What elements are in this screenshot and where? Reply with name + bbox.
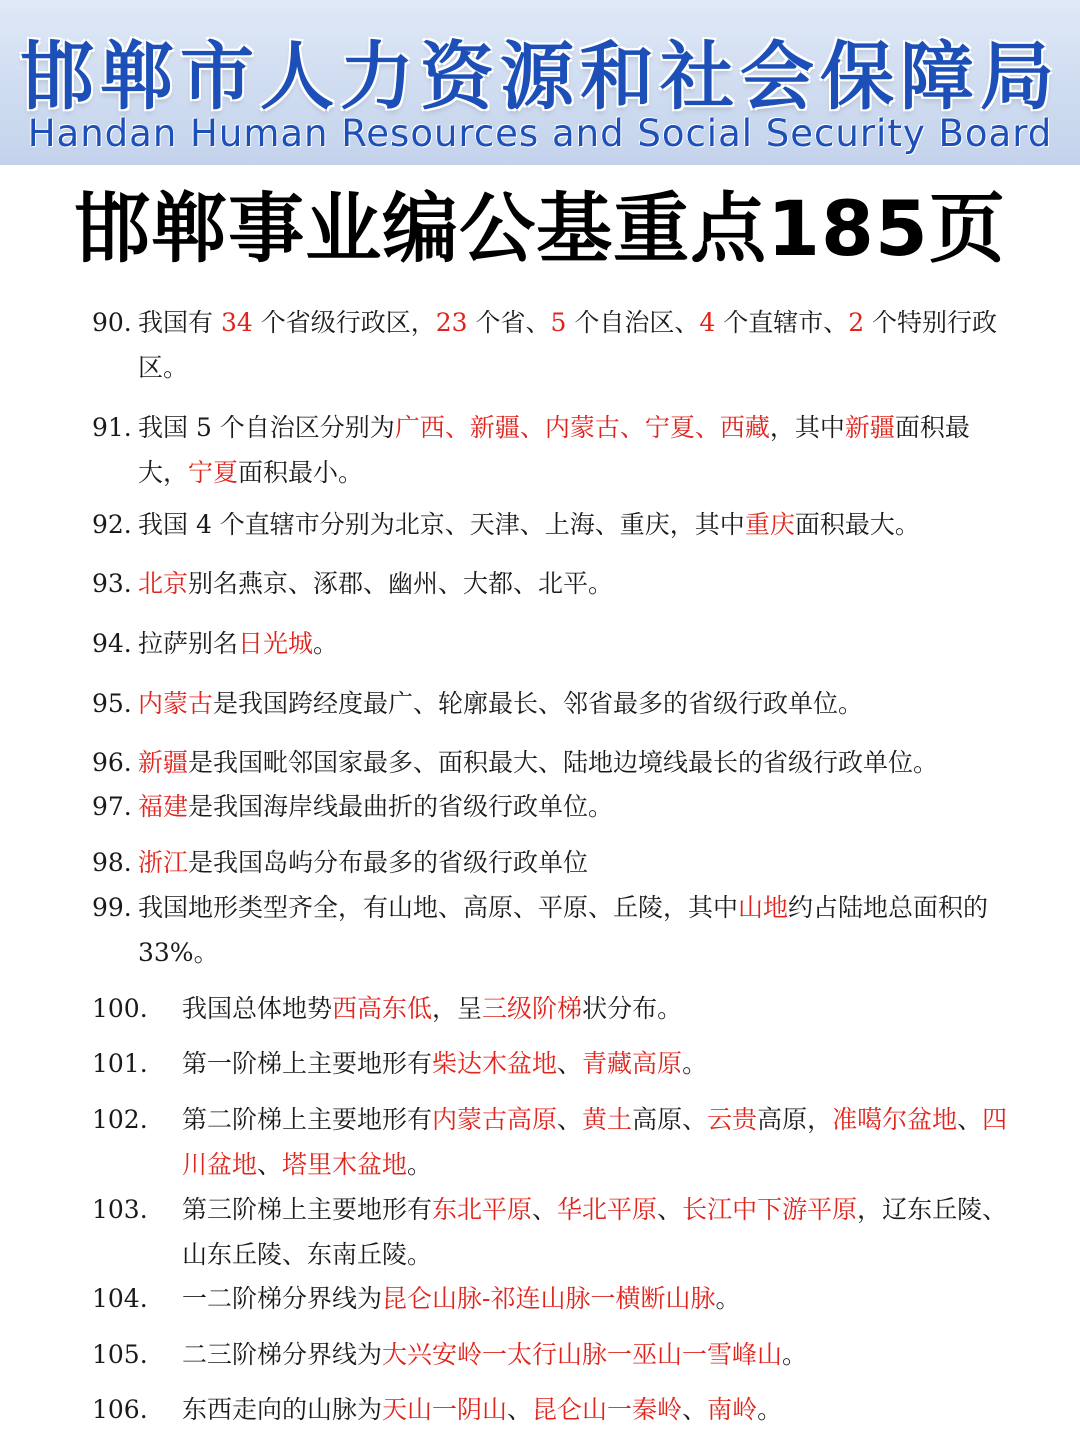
- body-text: 、: [657, 1195, 683, 1224]
- item-number: 106.: [92, 1395, 148, 1424]
- list-item: [92, 561, 1012, 606]
- item-text: [138, 502, 1012, 547]
- highlight-text: 新疆: [138, 748, 189, 777]
- body-text: ，呈: [432, 994, 483, 1023]
- highlight-text: 青藏高原: [582, 1049, 683, 1078]
- list-item: [92, 885, 1012, 975]
- body-text: 。: [757, 1395, 783, 1424]
- item-number: 94.: [92, 629, 132, 658]
- highlight-text: 新疆: [844, 413, 895, 442]
- body-text: 面积最小。: [238, 458, 364, 487]
- body-text: 。: [715, 1284, 741, 1313]
- item-text: [138, 681, 1012, 726]
- item-text: [138, 561, 1012, 606]
- list-item: [92, 1187, 1012, 1277]
- highlight-text: 5: [550, 308, 567, 337]
- list-item: [92, 1276, 1012, 1321]
- body-text: 二三阶梯分界线为: [182, 1340, 383, 1369]
- body-text: 我国 4 个直辖市分别为北京、天津、上海、重庆，其中: [138, 510, 745, 539]
- body-text: 。: [782, 1340, 808, 1369]
- body-text: 、: [557, 1049, 583, 1078]
- list-item: [92, 405, 1012, 495]
- item-number: 103.: [92, 1195, 148, 1224]
- highlight-text: 昆仑山一秦岭: [532, 1395, 683, 1424]
- body-text: 第三阶梯上主要地形有: [182, 1195, 433, 1224]
- body-text: 、: [507, 1395, 533, 1424]
- highlight-text: 宁夏: [188, 458, 239, 487]
- list-item: [92, 840, 1012, 885]
- body-text: 。: [682, 1049, 708, 1078]
- body-text: 、: [257, 1150, 283, 1179]
- body-text: 一二阶梯分界线为: [182, 1284, 383, 1313]
- body-text: 状分布。: [582, 994, 683, 1023]
- body-text: 。: [407, 1150, 433, 1179]
- body-text: 约占陆地总面积的 33%。: [138, 893, 989, 967]
- item-text: [182, 1276, 1012, 1321]
- highlight-text: 重庆: [744, 510, 795, 539]
- list-item: [92, 1387, 1012, 1432]
- item-text: [182, 1041, 1012, 1086]
- highlight-text: 东北平原: [432, 1195, 533, 1224]
- body-text: 我国有: [138, 308, 221, 337]
- item-text: [138, 300, 1012, 390]
- highlight-text: 三级阶梯: [482, 994, 583, 1023]
- highlight-text: 23: [435, 308, 468, 337]
- item-number: 90.: [92, 308, 132, 337]
- body-text: 、: [682, 1395, 708, 1424]
- body-text: 我国地形类型齐全，有山地、高原、平原、丘陵，其中: [138, 893, 739, 922]
- body-text: 别名燕京、涿郡、幽州、大都、北平。: [188, 569, 614, 598]
- list-item: [92, 681, 1012, 726]
- highlight-text: 准噶尔盆地: [832, 1105, 958, 1134]
- highlight-text: 福建: [138, 792, 189, 821]
- item-text: [138, 621, 1012, 666]
- highlight-text: 2: [848, 308, 865, 337]
- item-text: [138, 405, 1012, 495]
- org-name-cn: 邯郸市人力资源和社会保障局: [20, 34, 1060, 120]
- body-text: 第一阶梯上主要地形有: [182, 1049, 433, 1078]
- body-text: 。: [313, 629, 339, 658]
- list-item: [92, 784, 1012, 829]
- item-number: 97.: [92, 792, 132, 821]
- body-text: 第二阶梯上主要地形有: [182, 1105, 433, 1134]
- highlight-text: 北京: [138, 569, 189, 598]
- list-item: [92, 740, 1012, 785]
- body-text: 、: [557, 1105, 583, 1134]
- highlight-text: 四川盆地: [182, 1105, 1008, 1179]
- body-text: 面积最大。: [794, 510, 920, 539]
- body-text: 、: [532, 1195, 558, 1224]
- item-number: 105.: [92, 1340, 148, 1369]
- list-item: [92, 300, 1012, 390]
- item-number: 101.: [92, 1049, 148, 1078]
- body-text: 是我国海岸线最曲折的省级行政单位。: [188, 792, 614, 821]
- body-text: 个省、: [467, 308, 551, 337]
- list-item: [92, 1332, 1012, 1377]
- highlight-text: 34: [220, 308, 253, 337]
- item-text: [182, 1187, 1012, 1277]
- highlight-text: 长江中下游平原: [682, 1195, 858, 1224]
- body-text: ，辽东丘陵、山东丘陵、东南丘陵。: [182, 1195, 1008, 1269]
- header-banner: [0, 0, 1080, 165]
- body-text: 个特别行政区。: [138, 308, 998, 382]
- highlight-text: 西高东低: [332, 994, 433, 1023]
- highlight-text: 塔里木盆地: [282, 1150, 408, 1179]
- highlight-text: 内蒙古高原: [432, 1105, 558, 1134]
- item-text: [138, 885, 1012, 975]
- body-text: 面积最大，: [138, 413, 970, 487]
- body-text: 个自治区、: [566, 308, 700, 337]
- item-number: 98.: [92, 848, 132, 877]
- item-text: [138, 784, 1012, 829]
- item-number: 104.: [92, 1284, 148, 1313]
- list-item: [92, 1041, 1012, 1086]
- item-number: 100.: [92, 994, 148, 1023]
- item-number: 99.: [92, 893, 132, 922]
- body-text: 高原，: [757, 1105, 833, 1134]
- item-text: [182, 1097, 1012, 1187]
- body-text: 个直辖市、: [715, 308, 849, 337]
- highlight-text: 柴达木盆地: [432, 1049, 558, 1078]
- item-text: [138, 840, 1012, 885]
- body-text: 我国总体地势: [182, 994, 333, 1023]
- item-text: [138, 740, 1012, 785]
- highlight-text: 山地: [738, 893, 789, 922]
- item-number: 102.: [92, 1105, 148, 1134]
- highlight-text: 4: [699, 308, 716, 337]
- highlight-text: 日光城: [238, 629, 314, 658]
- highlight-text: 内蒙古: [138, 689, 214, 718]
- body-text: 个省级行政区，: [252, 308, 436, 337]
- highlight-text: 浙江: [138, 848, 189, 877]
- list-item: [92, 502, 1012, 547]
- highlight-text: 黄土: [582, 1105, 633, 1134]
- highlight-text: 天山一阴山: [382, 1395, 508, 1424]
- highlight-text: 华北平原: [557, 1195, 658, 1224]
- item-number: 92.: [92, 510, 132, 539]
- list-item: [92, 986, 1012, 1031]
- body-text: 东西走向的山脉为: [182, 1395, 383, 1424]
- body-text: 是我国毗邻国家最多、面积最大、陆地边境线最长的省级行政单位。: [188, 748, 939, 777]
- body-text: 是我国跨经度最广、轮廓最长、邻省最多的省级行政单位。: [213, 689, 864, 718]
- body-text: 是我国岛屿分布最多的省级行政单位: [188, 848, 589, 877]
- highlight-text: 大兴安岭一太行山脉一巫山一雪峰山: [382, 1340, 783, 1369]
- item-number: 93.: [92, 569, 132, 598]
- page-title: 邯郸事业编公基重点185页: [74, 184, 1006, 273]
- item-number: 91.: [92, 413, 132, 442]
- list-item: [92, 1097, 1012, 1187]
- item-number: 96.: [92, 748, 132, 777]
- org-name-en: Handan Human Resources and Social Security Board: [27, 112, 1053, 155]
- list-item: [92, 621, 1012, 666]
- highlight-text: 昆仑山脉-祁连山脉一横断山脉: [382, 1284, 716, 1313]
- highlight-text: 南岭: [707, 1395, 758, 1424]
- body-text: 拉萨别名: [138, 629, 239, 658]
- item-number: 95.: [92, 689, 132, 718]
- body-text: 、: [957, 1105, 983, 1134]
- body-text: ，其中: [769, 413, 845, 442]
- item-text: [182, 1332, 1012, 1377]
- item-text: [182, 986, 1012, 1031]
- body-text: 我国 5 个自治区分别为: [138, 413, 395, 442]
- item-text: [182, 1387, 1012, 1432]
- highlight-text: 广西、新疆、内蒙古、宁夏、西藏: [394, 413, 770, 442]
- highlight-text: 云贵: [707, 1105, 758, 1134]
- body-text: 高原、: [632, 1105, 708, 1134]
